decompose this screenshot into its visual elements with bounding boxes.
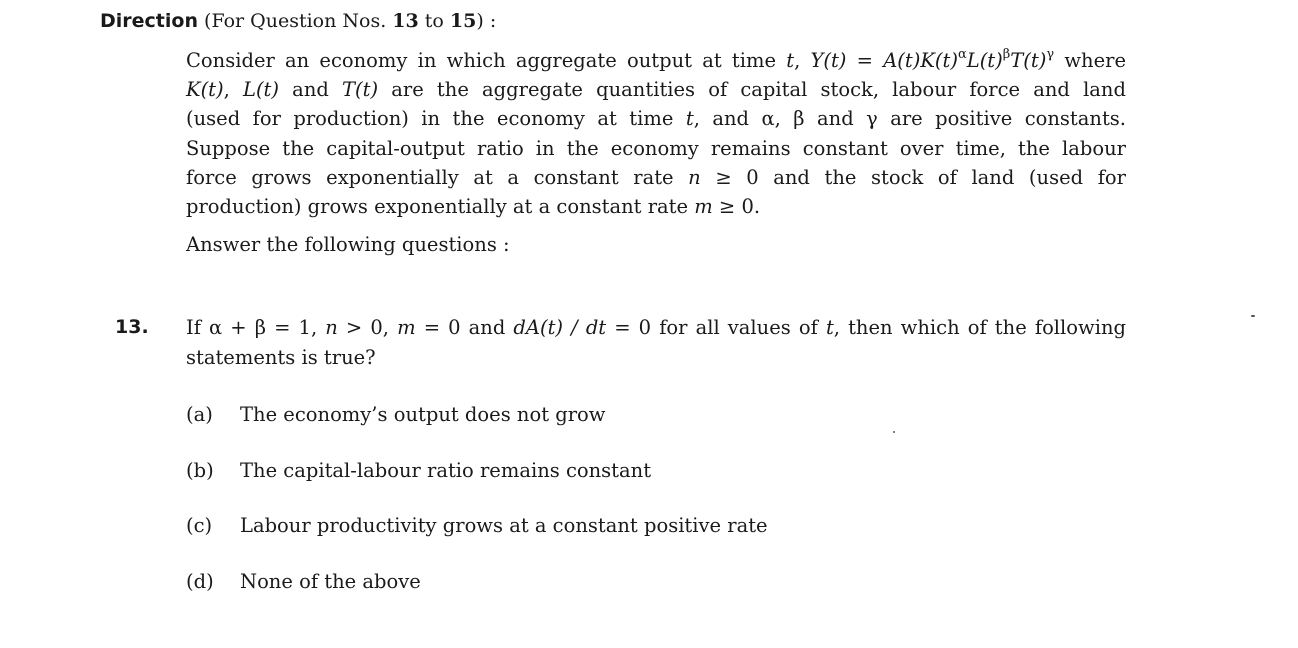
option-d[interactable] (186, 568, 421, 596)
direction-label: Direction (100, 10, 198, 32)
option-text: The capital-labour ratio remains constant (240, 459, 652, 482)
derivative-term: dA(t) / dt (513, 316, 607, 339)
scan-speck (1251, 315, 1255, 317)
question-stem (186, 313, 1126, 373)
question-number: 13. (115, 316, 149, 338)
var-m: m (694, 194, 713, 218)
passage-text: ≥ 0 and the stock of land (used for (700, 165, 1126, 189)
direction-question-to: 15 (449, 10, 477, 32)
production-term-t: T(t) (1010, 49, 1047, 72)
var-m: m (397, 316, 416, 339)
production-term-ak: A(t)K(t) (883, 49, 958, 72)
direction-pre: (For Question Nos. (204, 10, 387, 32)
capital-symbol: K(t) (186, 78, 224, 102)
var-n: n (688, 165, 701, 189)
passage-line-5 (186, 163, 1126, 192)
direction-heading (100, 8, 496, 34)
exponent-alpha: α (957, 47, 967, 62)
direction-question-from: 13 (392, 10, 419, 32)
option-c[interactable] (186, 512, 768, 540)
production-term-l: L(t) (966, 49, 1003, 72)
direction-passage (186, 46, 1126, 221)
var-t: t (825, 316, 834, 339)
passage-text: production) grows exponentially at a constant rate (186, 194, 695, 218)
question-line-1 (186, 313, 1126, 343)
labour-symbol: L(t) (243, 78, 280, 102)
passage-text: ≥ 0. (712, 194, 761, 218)
passage-text: , and α, β and γ are positive constants. (693, 107, 1126, 131)
exponent-beta: β (1002, 47, 1011, 62)
var-t: t (786, 49, 795, 72)
passage-text: , (223, 78, 243, 102)
direction-post: ) : (476, 10, 497, 32)
passage-line-4: Suppose the capital-output ratio in the economy remains constant over time, the labour (186, 136, 1126, 160)
land-symbol: T(t) (342, 78, 379, 102)
equals-sign: = (846, 49, 884, 72)
option-key: (a) (186, 403, 213, 426)
option-text: Labour productivity grows at a constant positive rate (240, 514, 768, 537)
passage-text: Consider an economy in which aggregate output at time (186, 49, 787, 72)
passage-text: and (279, 78, 343, 102)
question-text: = 0 for all values of (606, 316, 826, 339)
question-text: , then which of the following (833, 316, 1126, 339)
passage-line-1 (186, 46, 1126, 75)
option-key: (d) (186, 570, 214, 593)
passage-text: , (794, 49, 811, 72)
question-line-2: statements is true? (186, 346, 376, 369)
output-symbol: Y(t) (810, 49, 847, 72)
passage-line-6 (186, 192, 1126, 221)
question-text: > 0, (337, 316, 398, 339)
option-text: None of the above (240, 570, 421, 593)
passage-text: (used for production) in the economy at time (186, 107, 686, 131)
question-text: If α + β = 1, (186, 316, 326, 339)
scan-speck (893, 431, 895, 433)
var-t: t (685, 107, 694, 131)
direction-to: to (424, 10, 444, 32)
option-b[interactable] (186, 457, 651, 485)
option-key: (c) (186, 514, 213, 537)
option-a[interactable] (186, 401, 605, 429)
passage-text: where (1054, 49, 1126, 72)
var-n: n (325, 316, 338, 339)
passage-line-2 (186, 75, 1126, 104)
answer-prompt: Answer the following questions : (186, 233, 510, 256)
passage-text: are the aggregate quantities of capital stock, labour force and land (378, 78, 1126, 102)
exponent-gamma: γ (1046, 47, 1055, 62)
question-text: = 0 and (415, 316, 514, 339)
passage-text: force grows exponentially at a constant rate (186, 165, 689, 189)
passage-line-3 (186, 104, 1126, 133)
option-text: The economy’s output does not grow (240, 403, 606, 426)
option-key: (b) (186, 459, 214, 482)
